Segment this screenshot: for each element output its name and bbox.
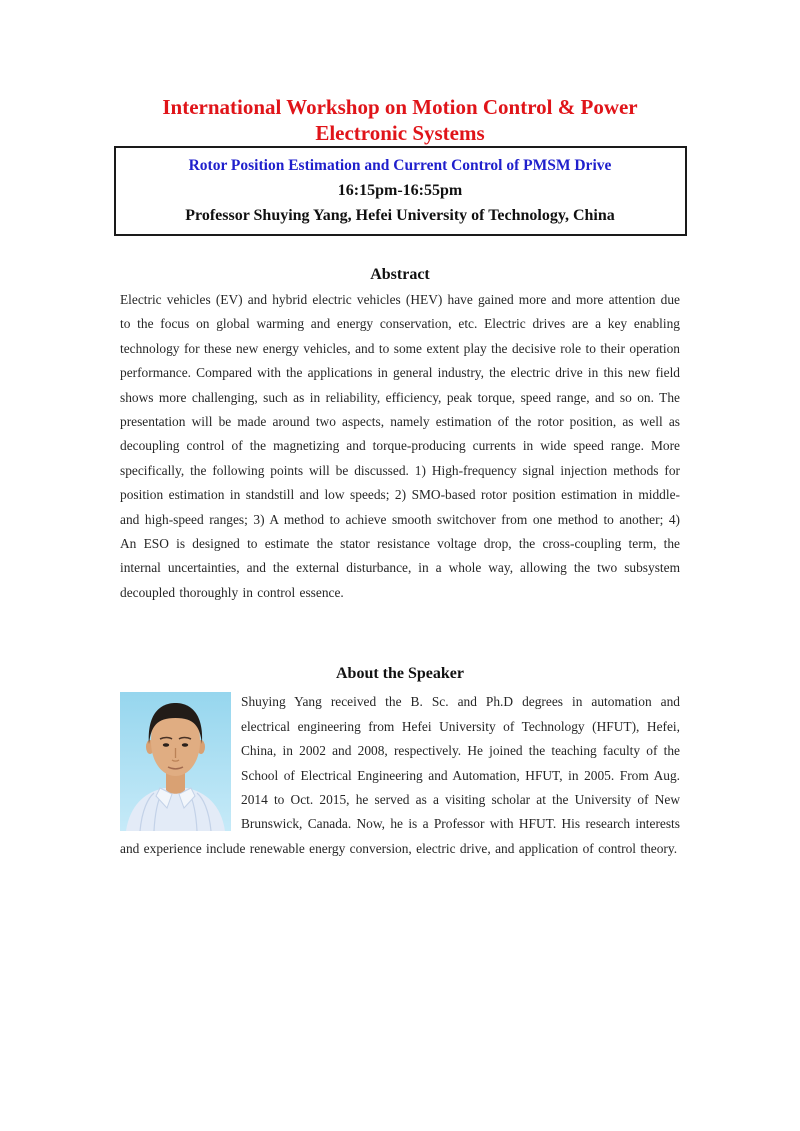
session-speaker-line: Professor Shuying Yang, Hefei University of Technology, China xyxy=(185,207,615,224)
speaker-heading: About the Speaker xyxy=(335,665,464,683)
session-time: 16:15pm-16:55pm xyxy=(337,182,463,199)
speaker-bio-text: Shuying Yang received the B. Sc. and Ph.D degrees in automation and electrical engineering from Hefei University of Technology (HFUT), Hefei, China, in 2002 and 2008, respectively. He joined the teaching faculty of the School of Electrical Engineering and Automation, HFUT, in 2005. From Aug. 2014 to Oct. 2015, he served as a visiting scholar at the University of New Brunswick, Canada. Now, he is a Professor with HFUT. His research interests and experience include renewable energy conversion, electric drive, and application of control theory. xyxy=(120,694,680,856)
session-box xyxy=(114,146,687,236)
abstract-paragraph: Electric vehicles (EV) and hybrid electric vehicles (HEV) have gained more and more attention due to the focus on global warming and energy conservation, etc. Electric drives are a key enabling technology for these new energy vehicles, and to some extent play the decisive role to their operation performance. Compared with the applications in general industry, the electric drive in this new field shows more challenging, such as in reliability, efficiency, peak torque, speed range, and so on. The presentation will be made around two aspects, namely estimation of the rotor position, as well as decoupling control of the magnetizing and torque-producing currents in wide speed range. More specifically, the following points will be discussed. 1) High-frequency signal injection methods for position estimation in standstill and low speeds; 2) SMO-based rotor position estimation in middle- and high-speed ranges; 3) A method to achieve smooth switchover from one method to another; 4) An ESO is designed to estimate the stator resistance voltage drop, the cross-coupling term, the internal uncertainties, and the external disturbance, in a whole way, allowing the two subsystem decoupled thoroughly in control essence. xyxy=(120,292,680,600)
portrait-photo-graphic xyxy=(120,692,231,831)
abstract-heading: Abstract xyxy=(370,266,430,283)
speaker-bio xyxy=(120,690,680,861)
workshop-title: International Workshop on Motion Control & Power Electronic Systems xyxy=(162,95,638,145)
speaker-photo xyxy=(120,692,231,831)
session-title: Rotor Position Estimation and Current Control of PMSM Drive xyxy=(188,157,612,174)
